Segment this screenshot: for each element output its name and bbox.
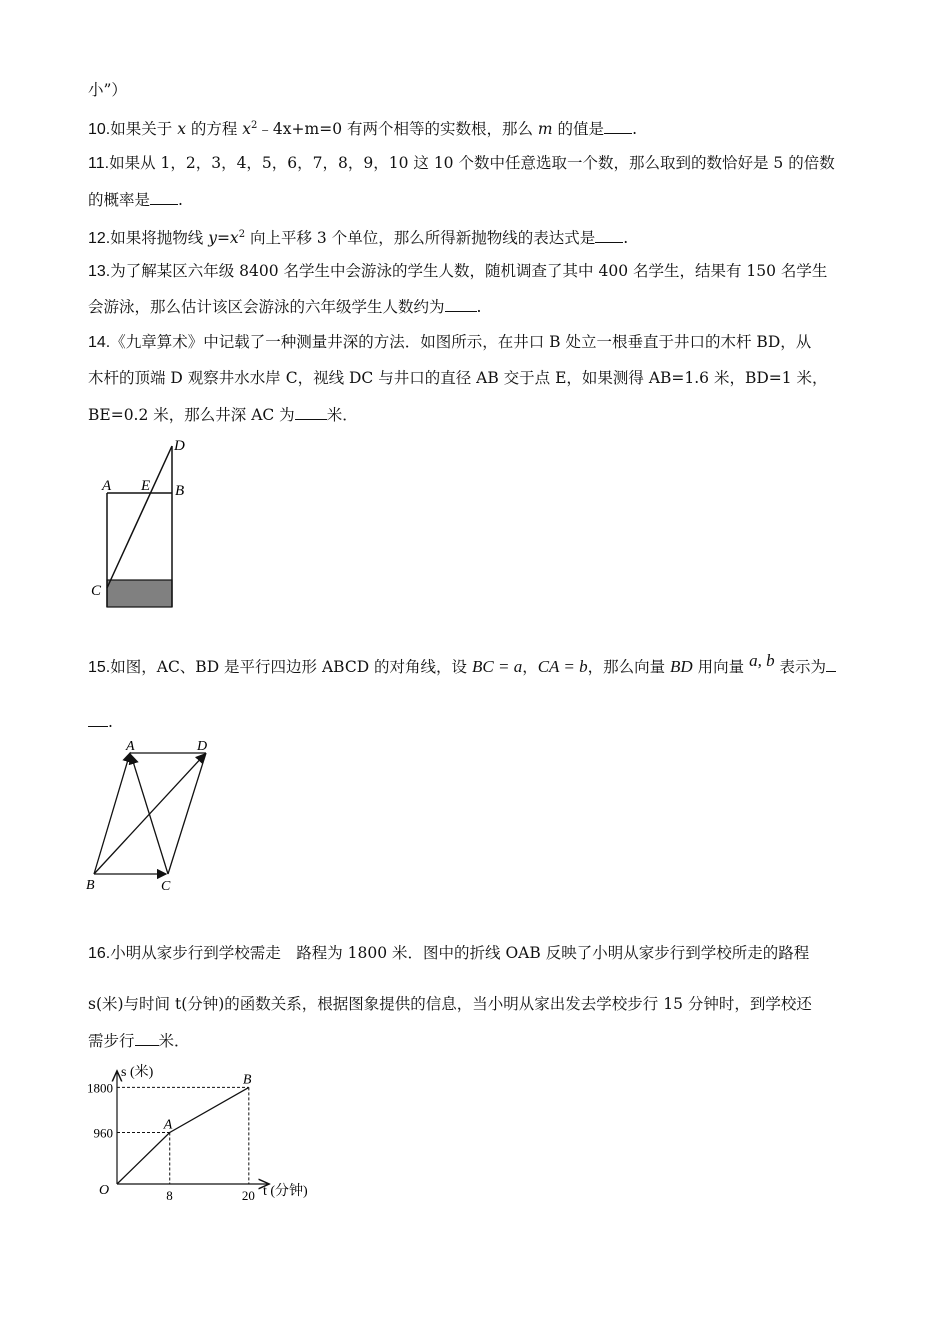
y-tick-label: 1800 [87, 1080, 113, 1096]
label-B: B [86, 878, 95, 893]
x-tick-label: 20 [241, 1188, 255, 1203]
series-line-OAB [117, 1087, 249, 1184]
answer-blank[interactable] [135, 1031, 159, 1046]
y-axis-label: s (米) [121, 1065, 154, 1080]
question-15-cont: . [88, 712, 113, 732]
label-E: E [141, 478, 151, 494]
well-water [107, 580, 172, 607]
question-13: 13.为了解某区六年级 8400 名学生中会游泳的学生人数，随机调查了其中 400 名学生，结果有 150 名学生 [88, 262, 828, 280]
sightline-DC [107, 446, 172, 588]
y-tick-label: 960 [93, 1125, 113, 1141]
point-label-A: A [163, 1117, 173, 1133]
label-D: D [174, 438, 185, 454]
answer-blank[interactable] [595, 228, 623, 243]
side-BA [94, 753, 130, 874]
question-11: 11.如果从 1，2，3，4，5，6，7，8，9，10 这 10 个数中任意选取一个数，那么取到的数恰好是 5 的倍数 [88, 154, 835, 172]
question-16-cont2: 需步行 米． [88, 1032, 190, 1050]
line-0: 小”） [88, 81, 127, 99]
answer-blank[interactable] [88, 712, 108, 727]
answer-blank[interactable] [295, 405, 327, 420]
point-label-B: B [242, 1072, 252, 1088]
origin-label: O [99, 1183, 110, 1198]
question-15: 15.如图，AC、BD 是平行四边形 ABCD 的对角线，设 BC = a，CA = b，那么向量 BD 用向量 a, b 表示为 [88, 657, 836, 678]
x-tick-label: 8 [166, 1188, 173, 1203]
figure-distance-time-graph [78, 1056, 328, 1206]
answer-blank[interactable] [826, 657, 836, 672]
diagonal-CA [131, 755, 168, 874]
label-C: C [91, 583, 102, 599]
label-B: B [175, 483, 185, 499]
answer-blank[interactable] [604, 119, 632, 134]
question-10: 10.如果关于 x 的方程 $x^2﹣4x+m=0$ 有两个相等的实数根，那么 m 的值是 . [88, 120, 637, 139]
figure-parallelogram [78, 737, 228, 897]
question-11-cont: 的概率是 . [88, 191, 183, 209]
x-axis-label: t (分钟) [263, 1184, 308, 1199]
question-16-cont: s(米)与时间 t(分钟)的函数关系，根据图象提供的信息，当小明从家出发去学校步行 15 分钟时，到学校还 [88, 995, 812, 1013]
question-14-cont2: BE=0.2 米，那么井深 AC 为 米． [88, 406, 358, 424]
label-D: D [197, 739, 208, 754]
answer-blank[interactable] [150, 190, 178, 205]
label-A: A [102, 478, 112, 494]
label-C: C [161, 879, 171, 894]
figure-well [84, 436, 204, 622]
question-16: 16.小明从家步行到学校需走 路程为 1800 米．图中的折线 OAB 反映了小明从家步行到学校所走的路程 [88, 944, 810, 962]
question-14-cont: 木杆的顶端 D 观察井水水岸 C，视线 DC 与井口的直径 AB 交于点 E，如果测得 AB=1.6 米，BD=1 米， [88, 369, 828, 387]
question-12: 12.如果将抛物线 $y=x^2$ 向上平移 3 个单位，那么所得新抛物线的表达式是 . [88, 229, 629, 248]
side-DC [168, 753, 206, 874]
question-13-cont: 会游泳，那么估计该区会游泳的六年级学生人数约为 . [88, 298, 482, 316]
label-A: A [126, 739, 135, 754]
answer-blank[interactable] [445, 297, 477, 312]
question-14: 14.《九章算术》中记载了一种测量井深的方法．如图所示，在井口 B 处立一根垂直于井口的木杆 BD，从 [88, 333, 812, 351]
